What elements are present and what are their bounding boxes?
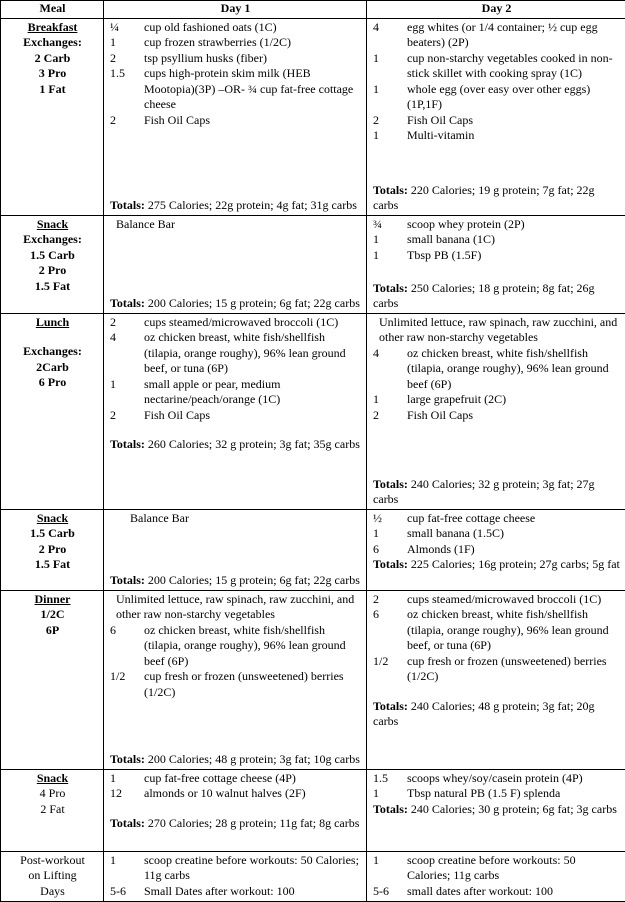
meal-line: 6P xyxy=(7,623,98,639)
list-item: 1/2 cup fresh or frozen (unsweetened) berries (1/2C) xyxy=(373,654,620,685)
list-item: 2 cups steamed/microwaved broccoli (1C) xyxy=(110,315,361,331)
meal-cell-snack xyxy=(1,509,104,590)
day1-cell xyxy=(104,18,367,215)
list-item: 2 tsp psyllium husks (fiber) xyxy=(110,51,361,67)
list-item: 1 large grapefruit (2C) xyxy=(373,392,620,408)
totals: Totals: 200 Calories; 48 g protein; 3g fat; 10g carbs xyxy=(110,752,361,768)
meal-name: Dinner xyxy=(7,592,98,608)
meal-line: 6 Pro xyxy=(7,375,98,391)
list-item: 6 oz chicken breast, white fish/shellfish (tilapia, orange roughy), 96% lean ground beef (6P) xyxy=(110,623,361,670)
list-item: 6 Almonds (1F) xyxy=(373,542,620,558)
totals: Totals: 225 Calories; 16g protein; 27g carbs; 5g fat xyxy=(373,557,620,573)
meal-line: 2 Carb xyxy=(7,51,98,67)
list-item: 1 cup non-starchy vegetables cooked in non-stick skillet with cooking spray (1C) xyxy=(373,51,620,82)
list-item: ¼ cup old fashioned oats (1C) xyxy=(110,20,361,36)
table-row xyxy=(1,851,625,901)
meal-line: 3 Pro xyxy=(7,66,98,82)
list-item: 4 oz chicken breast, white fish/shellfish (tilapia, orange roughy), 96% lean ground beef (6P) xyxy=(373,346,620,393)
day2-cell xyxy=(367,769,625,851)
header-meal: Meal xyxy=(1,1,104,19)
meal-line: 2 Pro xyxy=(7,263,98,279)
meal-line: 1.5 Fat xyxy=(7,279,98,295)
meal-cell-snack xyxy=(1,215,104,313)
totals: Totals: 270 Calories; 28 g protein; 11g fat; 8g carbs xyxy=(110,816,361,832)
totals: Totals: 250 Calories; 18 g protein; 8g fat; 26g carbs xyxy=(373,281,620,312)
meal-line: 1 Fat xyxy=(7,82,98,98)
list-item: 1 Tbsp PB (1.5F) xyxy=(373,248,620,264)
totals: Totals: 200 Calories; 15 g protein; 6g fat; 22g carbs xyxy=(110,573,361,589)
meal-line: 1.5 Carb xyxy=(7,526,98,542)
meal-line: 1.5 Carb xyxy=(7,248,98,264)
meal-line: Post-workout xyxy=(7,853,98,869)
list-item: 2 cups steamed/microwaved broccoli (1C) xyxy=(373,592,620,608)
list-item: 2 Fish Oil Caps xyxy=(110,113,361,129)
table-row xyxy=(1,215,625,313)
list-item: 1.5 cups high-protein skim milk (HEB Mootopia)(3P) –OR- ¾ cup fat-free cottage cheese xyxy=(110,66,361,113)
list-item: 1 scoop creatine before workouts: 50 Calories; 11g carbs xyxy=(110,853,361,884)
meal-line: 4 Pro xyxy=(7,786,98,802)
meal-cell-snack xyxy=(1,769,104,851)
day2-cell xyxy=(367,590,625,769)
meal-cell-post-workout xyxy=(1,851,104,901)
meal-name: Snack xyxy=(7,217,98,233)
totals: Totals: 260 Calories; 32 g protein; 3g fat; 35g carbs xyxy=(110,437,361,453)
list-item: Balance Bar xyxy=(110,217,361,233)
table-row xyxy=(1,313,625,509)
list-item: 1 small banana (1.5C) xyxy=(373,526,620,542)
day2-cell xyxy=(367,215,625,313)
meal-line: 2Carb xyxy=(7,360,98,376)
day1-cell xyxy=(104,215,367,313)
list-item: 1 Tbsp natural PB (1.5 F) splenda xyxy=(373,786,620,802)
header-day-2: Day 2 xyxy=(367,1,625,19)
list-item: 1 cup fat-free cottage cheese (4P) xyxy=(110,771,361,787)
meal-cell-breakfast xyxy=(1,18,104,215)
day1-cell xyxy=(104,509,367,590)
day2-cell xyxy=(367,313,625,509)
list-item: 1.5 scoops whey/soy/casein protein (4P) xyxy=(373,771,620,787)
totals: Totals: 240 Calories; 32 g protein; 3g fat; 27g carbs xyxy=(373,477,620,508)
table-row xyxy=(1,509,625,590)
list-item: Unlimited lettuce, raw spinach, raw zucchini, and other raw non-starchy vegetables xyxy=(373,315,620,346)
list-item: 6 oz chicken breast, white fish/shellfish (tilapia, orange roughy), 96% lean ground beef, or tuna (6P) xyxy=(373,607,620,654)
meal-name: Lunch xyxy=(7,315,98,331)
list-item: 1 small apple or pear, medium nectarine/peach/orange (1C) xyxy=(110,377,361,408)
list-item: 1/2 cup fresh or frozen (unsweetened) berries (1/2C) xyxy=(110,669,361,700)
list-item: 1 whole egg (over easy over other eggs) (1P,1F) xyxy=(373,82,620,113)
meal-cell-lunch xyxy=(1,313,104,509)
list-item: 1 scoop creatine before workouts: 50 Calories; 11g carbs xyxy=(373,853,620,884)
meal-name: Snack xyxy=(7,771,98,787)
day2-cell xyxy=(367,18,625,215)
table-row xyxy=(1,18,625,215)
list-item: 5-6 Small Dates after workout: 100 xyxy=(110,884,361,900)
list-item: 5-6 small dates after workout: 100 xyxy=(373,884,620,900)
day1-cell xyxy=(104,313,367,509)
list-item: 2 Fish Oil Caps xyxy=(373,408,620,424)
header-day-1: Day 1 xyxy=(104,1,367,19)
list-item: ½ cup fat-free cottage cheese xyxy=(373,511,620,527)
meal-cell-dinner xyxy=(1,590,104,769)
totals: Totals: 275 Calories; 22g protein; 4g fat; 31g carbs xyxy=(110,198,361,214)
list-item: 1 small banana (1C) xyxy=(373,232,620,248)
list-item: 1 Multi-vitamin xyxy=(373,128,620,144)
meal-line: Exchanges: xyxy=(7,344,98,360)
day1-cell xyxy=(104,590,367,769)
meal-name: Breakfast xyxy=(7,20,98,36)
list-item: 2 Fish Oil Caps xyxy=(110,408,361,424)
table-row xyxy=(1,590,625,769)
totals: Totals: 240 Calories; 30 g protein; 6g fat; 3g carbs xyxy=(373,802,620,818)
meal-line: 1/2C xyxy=(7,607,98,623)
table-row xyxy=(1,769,625,851)
day2-cell xyxy=(367,851,625,901)
meal-line: 1.5 Fat xyxy=(7,557,98,573)
totals: Totals: 220 Calories; 19 g protein; 7g fat; 22g carbs xyxy=(373,183,620,214)
list-item: Balance Bar xyxy=(110,511,361,527)
meal-line: on Lifting xyxy=(7,868,98,884)
meal-line xyxy=(7,330,98,344)
meal-line: 2 Fat xyxy=(7,802,98,818)
list-item: 4 oz chicken breast, white fish/shellfish (tilapia, orange roughy), 96% lean ground beef, or tuna (6P) xyxy=(110,330,361,377)
list-item: 2 Fish Oil Caps xyxy=(373,113,620,129)
day1-cell xyxy=(104,851,367,901)
day1-cell xyxy=(104,769,367,851)
meal-line: Days xyxy=(7,884,98,900)
meal-line: 2 Pro xyxy=(7,542,98,558)
totals: Totals: 200 Calories; 15 g protein; 6g fat; 22g carbs xyxy=(110,296,361,312)
list-item: 1 cup frozen strawberries (1/2C) xyxy=(110,35,361,51)
meal-line: Exchanges: xyxy=(7,232,98,248)
list-item: ¾ scoop whey protein (2P) xyxy=(373,217,620,233)
list-item: 4 egg whites (or 1/4 container; ½ cup egg beaters) (2P) xyxy=(373,20,620,51)
meal-name: Snack xyxy=(7,511,98,527)
list-item: 12 almonds or 10 walnut halves (2F) xyxy=(110,786,361,802)
meal-line: Exchanges: xyxy=(7,35,98,51)
list-item: Unlimited lettuce, raw spinach, raw zucchini, and other raw non-starchy vegetables xyxy=(110,592,361,623)
totals: Totals: 240 Calories; 48 g protein; 3g fat; 20g carbs xyxy=(373,699,620,730)
day2-cell xyxy=(367,509,625,590)
